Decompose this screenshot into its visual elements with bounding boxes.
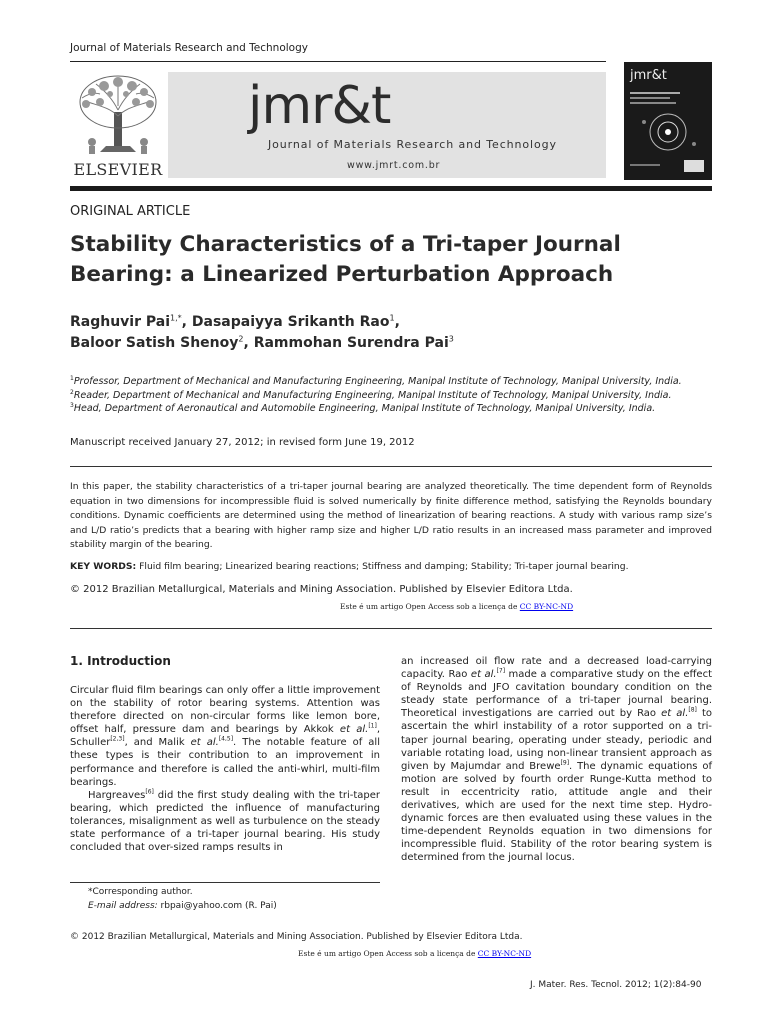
body-column-left — [70, 684, 380, 854]
author-affiliation-mark: 3 — [448, 334, 454, 344]
italic-text: et al. — [661, 708, 689, 720]
italic-text: et al. — [339, 724, 369, 736]
running-journal-name: Journal of Materials Research and Technology — [70, 42, 308, 54]
manuscript-dates: Manuscript received January 27, 2012; in revised form June 19, 2012 — [70, 437, 415, 448]
affiliation-mark: 2 — [70, 388, 74, 396]
article-type-label: ORIGINAL ARTICLE — [70, 204, 191, 219]
section-heading-introduction: 1. Introduction — [70, 654, 171, 668]
affiliations — [70, 375, 720, 416]
footnote-rule — [70, 882, 380, 883]
cover-title: jmr&t — [630, 68, 667, 83]
text-run: did the first study dealing with the tri-taper bearing, which predicted the influence of manufacturing tolerances, misalignment as well as turbulence on the steady state performance of a tri-taper journal bearing. His study concluded that over-sized ramps results in — [70, 789, 380, 854]
text-run: made a comparative study on the effect of Reynolds and JFO cavitation boundary condition on the steady state performance of a tri-taper journal bearing. Theoretical investigations are carried out by Rao — [401, 669, 712, 720]
author-affiliation-mark: 1,* — [170, 313, 182, 323]
footer-copyright: © 2012 Brazilian Metallurgical, Materials and Mining Association. Published by Elsevier Editora Ltda. — [70, 932, 523, 942]
article-title-line-1: Stability Characteristics of a Tri-taper Journal — [70, 232, 621, 257]
email-note — [88, 899, 388, 913]
article-title-line-2: Bearing: a Linearized Perturbation Approach — [70, 262, 614, 287]
copyright-notice: © 2012 Brazilian Metallurgical, Materials and Mining Association. Published by Elsevier Editora Ltda. — [70, 584, 573, 595]
text-run: to ascertain the whirl instability of a rotor supported on a tri-taper journal bearing, operating under steady, periodic and variable rotating load, using non-linear transient approach as given by Majumdar and Brewe — [401, 708, 712, 772]
email-value: rbpai@yahoo.com (R. Pai) — [157, 901, 277, 911]
open-access-text: Este é um artigo Open Access sob a licença de — [340, 602, 520, 611]
author-line-1 — [70, 312, 690, 333]
author-name: Raghuvir Pai — [70, 314, 171, 330]
abstract-top-rule — [70, 466, 712, 467]
citation-ref: [2,3] — [110, 736, 125, 744]
affiliation-item — [70, 389, 720, 403]
paragraph — [70, 684, 380, 789]
keywords — [70, 561, 712, 572]
license-link[interactable]: CC BY-NC-ND — [519, 602, 574, 611]
affiliation-text: Head, Department of Aeronautical and Automobile Engineering, Manipal Institute of Technology, Manipal University, India. — [73, 403, 656, 414]
affiliation-mark: 1 — [70, 374, 74, 382]
author-separator: , — [243, 335, 254, 351]
italic-text: et al. — [190, 737, 219, 749]
citation-ref: [8] — [688, 707, 697, 715]
header-thick-rule — [70, 186, 712, 191]
journal-brand: jmr&t — [248, 76, 391, 136]
citation-ref: [9] — [560, 759, 570, 767]
article-title — [70, 230, 690, 290]
author-list — [70, 312, 690, 354]
abstract: In this paper, the stability characteristics of a tri-taper journal bearing are analyzed theoretically. The time dependent form of Reynolds equation in two dimensions for incompressible fluid is solved numerically by finite difference method, satisfying the Reynolds boundary conditions. Dynamic coefficients are determined using the method of linearization of bearing reactions. A study with various ramp size’s and L/D ratio’s predicts that a bearing with higher ramp size and higher L/D ratio results in an increased mass parameter and improved stability margin of the bearing. — [70, 481, 712, 550]
affiliation-text: Professor, Department of Mechanical and Manufacturing Engineering, Manipal Institute of Technology, Manipal University, India. — [73, 376, 682, 387]
tree-icon — [70, 72, 166, 160]
text-run: , and Malik — [124, 737, 191, 749]
corresponding-author-note: *Corresponding author. — [88, 887, 193, 897]
author-name: Dasapaiyya Srikanth Rao — [191, 314, 390, 330]
author-separator: , — [181, 314, 192, 330]
open-access-text: Este é um artigo Open Access sob a licença de — [298, 949, 478, 958]
paragraph — [401, 655, 712, 865]
author-line-2 — [70, 333, 690, 354]
keywords-label: KEY WORDS: — [70, 561, 137, 572]
citation-footer: J. Mater. Res. Tecnol. 2012; 1(2):84-90 — [530, 980, 702, 990]
affiliation-item — [70, 375, 720, 389]
author-name: Baloor Satish Shenoy — [70, 335, 239, 351]
author-name: Rammohan Surendra Pai — [253, 335, 449, 351]
journal-brand-subtitle: Journal of Materials Research and Technology — [268, 138, 557, 151]
affiliation-mark: 3 — [70, 401, 74, 409]
affiliation-item — [70, 402, 720, 416]
author-separator: , — [394, 314, 400, 330]
body-column-right — [401, 655, 712, 865]
citation-ref: [4,5] — [218, 736, 234, 744]
footer-open-access-notice — [298, 949, 531, 958]
footnote — [88, 885, 388, 913]
paragraph — [70, 789, 380, 854]
text-run: , Schuller — [70, 724, 380, 749]
text-run: an increased oil flow rate and a decreased load-carrying capacity. Rao — [401, 656, 712, 681]
text-run: Circular fluid film bearings can only offer a little improvement on the stability of rotor bearing systems. Attention was therefore directed on non-circular forms like lemon bore, offset half, pressure dam and bearings by Akkok — [70, 685, 380, 736]
affiliation-text: Reader, Department of Mechanical and Manufacturing Engineering, Manipal Institute of Technology, Manipal University, India. — [73, 389, 672, 401]
text-run: . The dynamic equations of motion are solved by fourth order Runge-Kutta method to result in eccentricity ratio, attitude angle and their derivatives, which are used for the next time step. Hydro-dynamic forces are then evaluated using these values in the time-dependent Reynolds equation in two dimensions for incompressible fluid. Stability of the rotor bearing system is determined from the journal locus. — [401, 760, 712, 864]
elsevier-wordmark: ELSEVIER — [73, 160, 163, 179]
citation-ref: [1] — [368, 722, 377, 730]
author-affiliation-mark: 1 — [389, 313, 395, 323]
open-access-notice — [340, 602, 573, 611]
citation-ref: [7] — [496, 667, 506, 675]
text-run: . The notable feature of all these types is their contribution to an improvement in performance and therefore is called the anti-whirl, multi-film bearings. — [70, 737, 380, 788]
email-label: E-mail address: — [88, 901, 158, 911]
author-affiliation-mark: 2 — [238, 334, 244, 344]
italic-text: et al. — [470, 669, 497, 681]
citation-ref: [6] — [145, 788, 154, 796]
abstract-bottom-rule — [70, 628, 712, 629]
cover-art-icon — [624, 62, 712, 180]
text-run: Hargreaves — [88, 789, 146, 801]
license-link[interactable]: CC BY-NC-ND — [477, 949, 532, 958]
journal-cover-thumbnail — [624, 62, 712, 180]
journal-url: www.jmrt.com.br — [347, 160, 441, 171]
keywords-text: Fluid film bearing; Linearized bearing reactions; Stiffness and damping; Stability; Tri-taper journal bearing. — [139, 561, 629, 572]
header-rule — [70, 61, 606, 62]
